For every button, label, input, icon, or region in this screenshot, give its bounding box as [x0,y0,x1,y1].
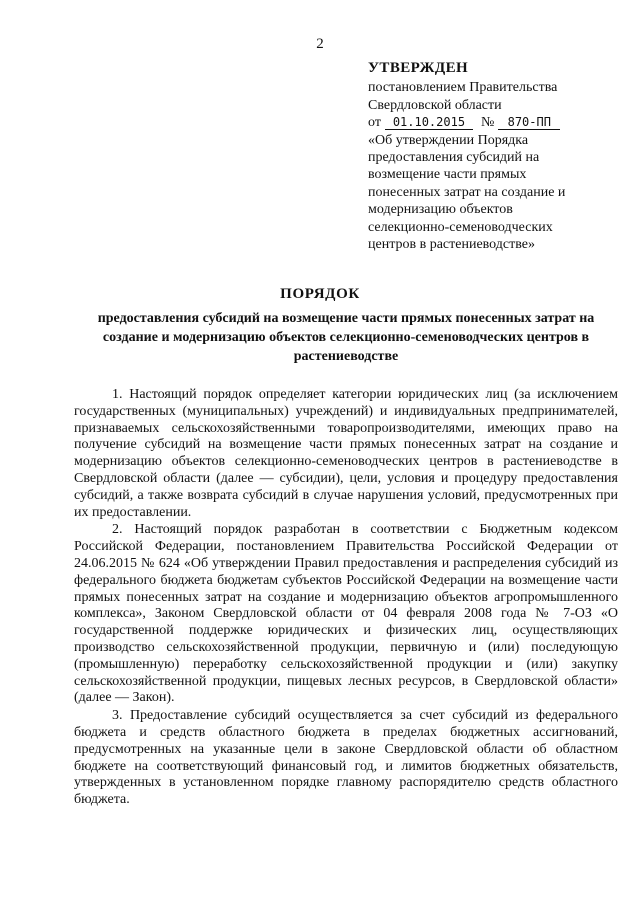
approval-date: 01.10.2015 [385,115,473,130]
approval-date-line [368,114,618,131]
document-body [74,387,618,810]
approval-subject-line: «Об утверждении Порядка [368,132,529,148]
paragraph-3: 3. Предоставление субсидий осуществляется за счет субсидий из федерального бюджета и средств областного бюджета в пределах бюджетных ассигнований, предусмотренных на указанные цели в законе Свердловской области об областном бюджете на соответствующий финансовый год, и лимитов бюджетных обязательств, утвержденных в установленном порядке главному распорядителю средств областного бюджета. [74,708,618,808]
document-subtitle: предоставления субсидий на возмещение части прямых понесенных затрат на создание и модернизацию объектов селекционно-семеноводческих центров в растениеводстве [97,311,595,364]
approval-block [368,60,618,253]
paragraph-2: 2. Настоящий порядок разработан в соответствии с Бюджетным кодексом Российской Федерации, постановлением Правительства Российской Федерации от 24.06.2015 № 624 «Об утверждении Правил предоставления и распределения субсидий из федерального бюджета бюджетам субъектов Российской Федерации на возмещение части прямых понесенных затрат на создание и модернизацию объектов агропромышленного комплекса», Законом Свердловской области от 04 февраля 2008 года № 7-ОЗ «О государственной поддержке юридических и физических лиц, осуществляющих производство сельскохозяйственной продукции, первичную и (или) последующую (промышленную) переработку сельскохозяйственной продукции и (или) закупку сельскохозяйственной продукции, пищевых лесных ресурсов, в Свердловской области» (далее — Закон). [74,522,618,706]
approval-subject-line: селекционно-семеноводческих [368,219,553,235]
number-prefix: № [480,115,495,131]
approval-subject-line: центров в растениеводстве» [368,237,535,253]
approval-heading: УТВЕРЖДЕН [368,60,469,76]
approval-subject-line: модернизацию объектов [368,202,513,218]
approval-number: 870-ПП [498,115,560,130]
approval-subject-line: понесенных затрат на создание и [368,184,566,200]
paragraph-1: 1. Настоящий порядок определяет категории юридических лиц (за исключением государственных (муниципальных) учреждений) и индивидуальных предпринимателей, признаваемых сельскохозяйственными товаропроизводителями, имеющих право на получение субсидий на возмещение части прямых понесенных затрат на создание и модернизацию объектов селекционно-семеноводческих центров в растениеводстве в Свердловской области (далее — субсидии), цели, условия и процедуру предоставления субсидий, а также возврата субсидий в случае нарушения условий, предусмотренных при их предоставлении. [74,387,618,520]
date-prefix: от [368,115,381,131]
approval-line-1: постановлением Правительства [368,80,558,96]
approval-line-2: Свердловской области [368,97,502,113]
page-number: 2 [316,36,324,52]
approval-subject-line: возмещение части прямых [368,167,527,183]
approval-subject-line: предоставления субсидий на [368,150,540,166]
document-title: ПОРЯДОК [280,286,360,302]
